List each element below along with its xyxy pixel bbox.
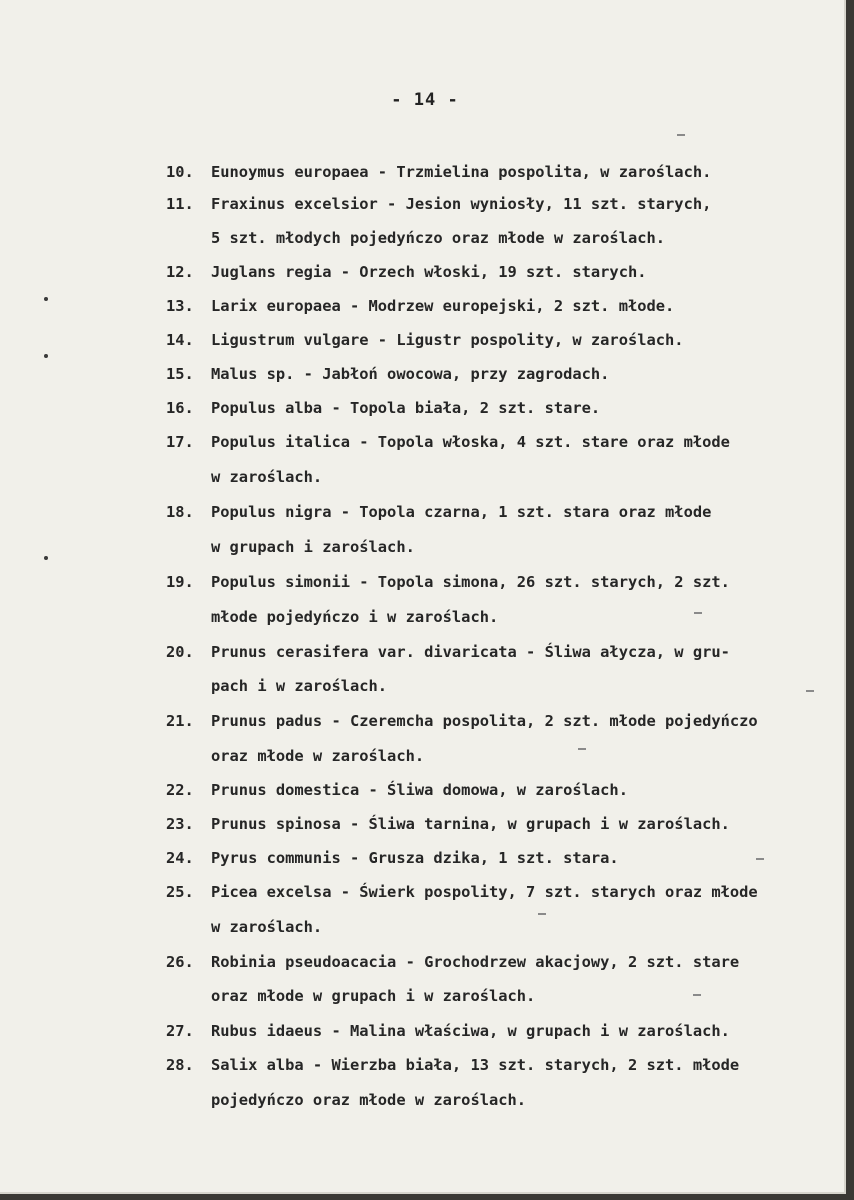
- list-item-continuation: [0, 1084, 846, 1117]
- item-text: Rubus idaeus - Malina właściwa, w grupach i w zaroślach.: [211, 1022, 730, 1040]
- item-text: oraz młode w zaroślach.: [211, 747, 425, 765]
- list-item: [0, 188, 846, 221]
- item-text: Eunoymus europaea - Trzmielina pospolita, w zaroślach.: [211, 163, 712, 181]
- item-text: Populus nigra - Topola czarna, 1 szt. stara oraz młode: [211, 503, 712, 521]
- list-item-continuation: [0, 740, 846, 773]
- list-item: [0, 705, 846, 738]
- list-item-continuation: [0, 670, 846, 703]
- item-number: 25.: [166, 883, 194, 901]
- list-item-continuation: [0, 911, 846, 944]
- item-number: 13.: [166, 297, 194, 315]
- item-number: 12.: [166, 263, 194, 281]
- item-text: Prunus domestica - Śliwa domowa, w zaroślach.: [211, 781, 628, 799]
- item-number: 21.: [166, 712, 194, 730]
- item-number: 22.: [166, 781, 194, 799]
- list-item-continuation: [0, 601, 846, 634]
- item-text: Populus simonii - Topola simona, 26 szt. starych, 2 szt.: [211, 573, 730, 591]
- list-item: [0, 842, 846, 875]
- item-number: 14.: [166, 331, 194, 349]
- margin-speck: [44, 354, 48, 358]
- scan-edge-right: [846, 0, 854, 1200]
- page-number: - 14 -: [391, 90, 459, 110]
- item-number: 10.: [166, 163, 194, 181]
- margin-speck: [44, 556, 48, 560]
- item-number: 16.: [166, 399, 194, 417]
- item-text: pach i w zaroślach.: [211, 677, 388, 695]
- item-number: 27.: [166, 1022, 194, 1040]
- item-number: 15.: [166, 365, 194, 383]
- item-text: Prunus cerasifera var. divaricata - Śliwa ałycza, w gru-: [211, 643, 730, 661]
- item-number: 18.: [166, 503, 194, 521]
- item-number: 24.: [166, 849, 194, 867]
- list-item: [0, 392, 846, 425]
- item-text: Populus alba - Topola biała, 2 szt. stare.: [211, 399, 601, 417]
- item-text: w zaroślach.: [211, 918, 323, 936]
- stray-mark: [538, 913, 546, 915]
- list-item: [0, 566, 846, 599]
- list-item-continuation: [0, 531, 846, 564]
- item-number: 23.: [166, 815, 194, 833]
- stray-mark: [578, 748, 586, 750]
- item-text: Fraxinus excelsior - Jesion wyniosły, 11 szt. starych,: [211, 195, 712, 213]
- item-number: 19.: [166, 573, 194, 591]
- list-item: [0, 1049, 846, 1082]
- list-item: [0, 1015, 846, 1048]
- item-text: oraz młode w grupach i w zaroślach.: [211, 987, 536, 1005]
- list-item: [0, 808, 846, 841]
- item-number: 11.: [166, 195, 194, 213]
- list-item-continuation: [0, 980, 846, 1013]
- list-item: [0, 358, 846, 391]
- item-text: Salix alba - Wierzba biała, 13 szt. starych, 2 szt. młode: [211, 1056, 740, 1074]
- scan-edge-bottom: [0, 1194, 854, 1200]
- list-item: [0, 946, 846, 979]
- item-text: w zaroślach.: [211, 468, 323, 486]
- item-text: Malus sp. - Jabłoń owocowa, przy zagrodach.: [211, 365, 610, 383]
- stray-mark: [694, 612, 702, 614]
- stray-mark: [693, 994, 701, 996]
- list-item: [0, 324, 846, 357]
- item-text: Prunus spinosa - Śliwa tarnina, w grupach i w zaroślach.: [211, 815, 730, 833]
- item-text: Robinia pseudoacacia - Grochodrzew akacjowy, 2 szt. stare: [211, 953, 740, 971]
- item-number: 20.: [166, 643, 194, 661]
- margin-speck: [44, 297, 48, 301]
- item-text: Prunus padus - Czeremcha pospolita, 2 szt. młode pojedyńczo: [211, 712, 758, 730]
- item-number: 26.: [166, 953, 194, 971]
- item-text: Ligustrum vulgare - Ligustr pospolity, w zaroślach.: [211, 331, 684, 349]
- list-item: [0, 496, 846, 529]
- item-text: Larix europaea - Modrzew europejski, 2 szt. młode.: [211, 297, 675, 315]
- list-item-continuation: [0, 222, 846, 255]
- item-text: Juglans regia - Orzech włoski, 19 szt. starych.: [211, 263, 647, 281]
- list-item: [0, 290, 846, 323]
- list-item: [0, 256, 846, 289]
- list-item: [0, 876, 846, 909]
- item-number: 17.: [166, 433, 194, 451]
- stray-mark: [677, 134, 685, 136]
- item-text: młode pojedyńczo i w zaroślach.: [211, 608, 499, 626]
- stray-mark: [806, 690, 814, 692]
- item-text: 5 szt. młodych pojedyńczo oraz młode w zaroślach.: [211, 229, 666, 247]
- item-text: Picea excelsa - Świerk pospolity, 7 szt. starych oraz młode: [211, 883, 758, 901]
- stray-mark: [756, 858, 764, 860]
- item-text: Pyrus communis - Grusza dzika, 1 szt. stara.: [211, 849, 619, 867]
- list-item: [0, 426, 846, 459]
- item-text: w grupach i zaroślach.: [211, 538, 415, 556]
- list-item: [0, 156, 846, 189]
- item-text: Populus italica - Topola włoska, 4 szt. stare oraz młode: [211, 433, 730, 451]
- list-item-continuation: [0, 461, 846, 494]
- item-number: 28.: [166, 1056, 194, 1074]
- list-item: [0, 774, 846, 807]
- list-item: [0, 636, 846, 669]
- item-text: pojedyńczo oraz młode w zaroślach.: [211, 1091, 527, 1109]
